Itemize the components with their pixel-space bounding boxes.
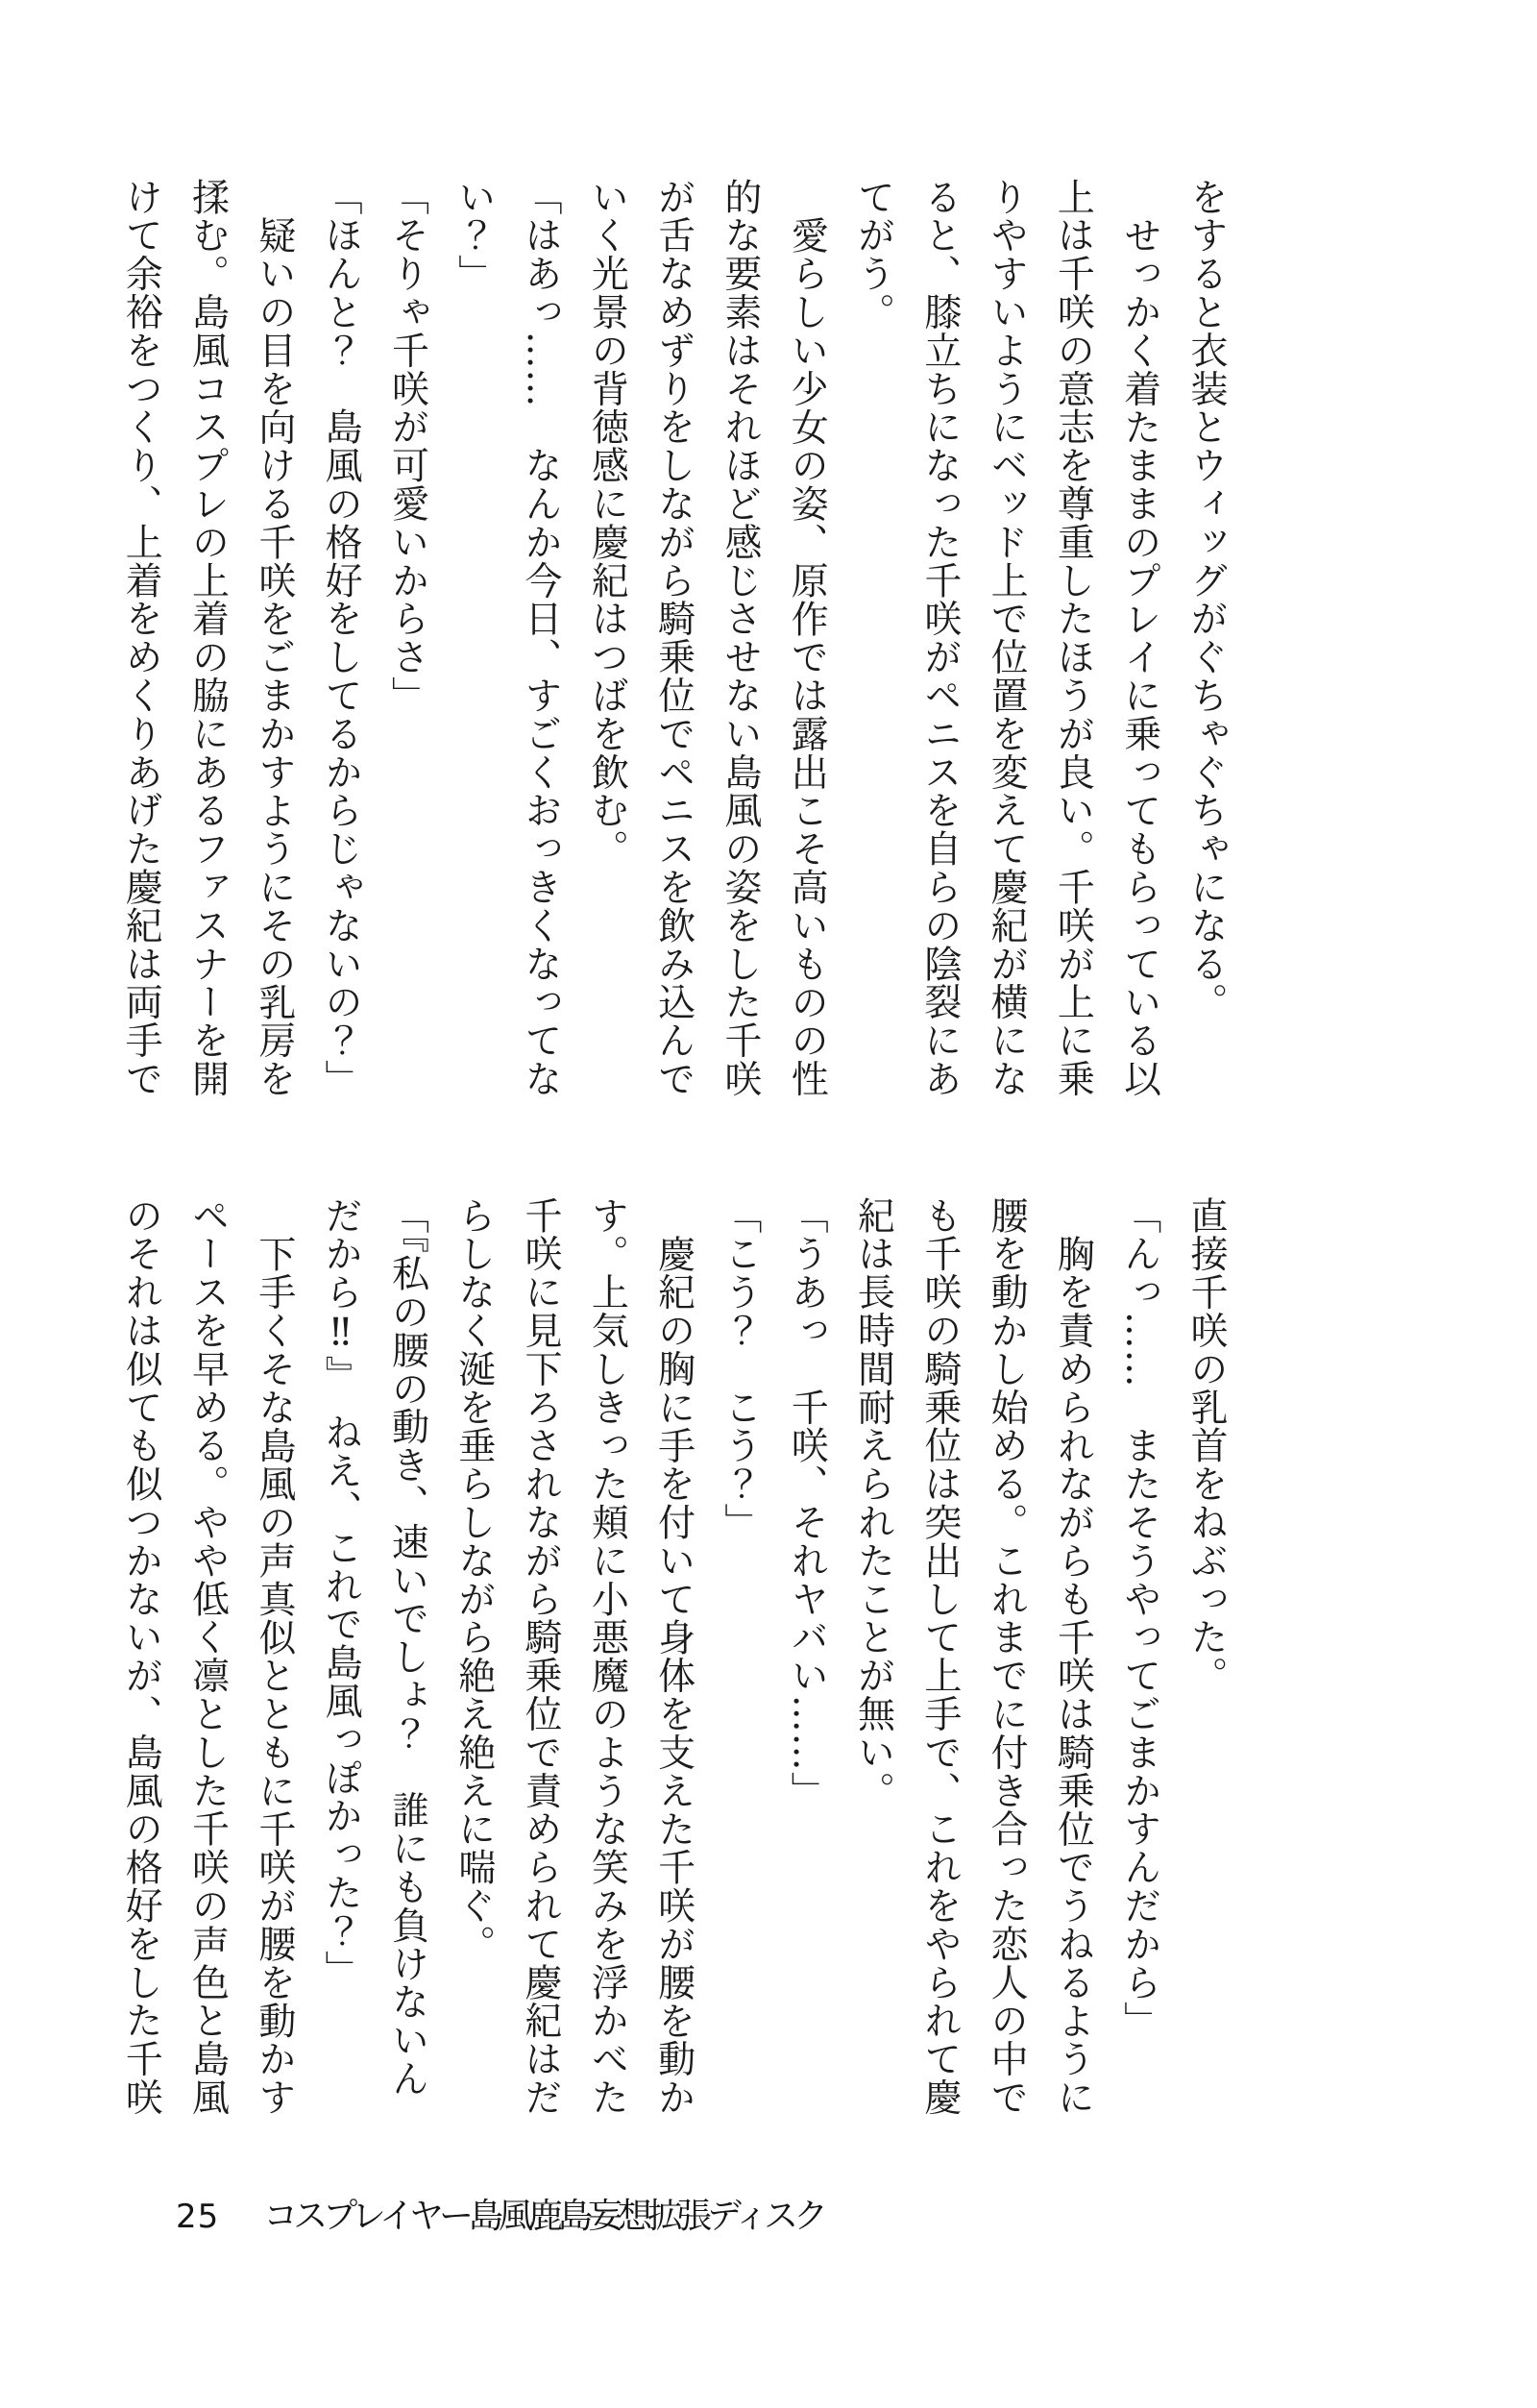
text-column: も千咲の騎乗位は突出して上手で、これをやられて慶 xyxy=(917,1196,962,2117)
text-column: 下手くそな島風の声真似とともに千咲が腰を動かす xyxy=(252,1235,296,2117)
text-column: 「はあっ…… なんか今日、すごくおっきくなってな xyxy=(519,178,563,1098)
text-column: が舌なめずりをしながら騎乗位でペニスを飲み込んで xyxy=(651,178,695,1098)
text-column: 「『私の腰の動き、速いでしょ？ 誰にも負けないん xyxy=(385,1196,429,2099)
text-column: 紀は長時間耐えられたことが無い。 xyxy=(851,1196,895,1810)
text-column: てがう。 xyxy=(851,178,895,332)
text-column: 直接千咲の乳首をねぶった。 xyxy=(1184,1196,1228,1695)
top-text-block xyxy=(108,178,1239,1098)
text-column: らしなく涎を垂らしながら絶え絶えに喘ぐ。 xyxy=(451,1196,496,1963)
text-column: 「ほんと？ 島風の格好をしてるからじゃないの？」 xyxy=(319,178,363,1098)
text-column: 「こう？ こう？」 xyxy=(718,1196,762,1542)
text-column: 疑いの目を向ける千咲をごまかすようにその乳房を xyxy=(252,216,296,1098)
text-column: けて余裕をつくり、上着をめくりあげた慶紀は両手で xyxy=(119,178,163,1098)
text-column: だから‼』 ねえ、これで島風っぽかった？」 xyxy=(319,1196,363,1989)
page-number: 25 xyxy=(176,2198,220,2236)
text-column: 「そりゃ千咲が可愛いからさ」 xyxy=(385,178,429,715)
text-column: 的な要素はそれほど感じさせない島風の姿をした千咲 xyxy=(718,178,762,1098)
text-column: 慶紀の胸に手を付いて身体を支えた千咲が腰を動か xyxy=(651,1235,695,2117)
text-column: 「うあっ 千咲、それヤバい……」 xyxy=(785,1196,829,1810)
text-column: 揉む。島風コスプレの上着の脇にあるファスナーを開 xyxy=(185,178,230,1098)
text-column: い？」 xyxy=(451,178,496,293)
page-footer xyxy=(176,2197,823,2237)
running-title: コスプレイヤー島風鹿島妄想拡張ディスク xyxy=(263,2197,824,2236)
text-column: ると、膝立ちになった千咲がペニスを自らの陰裂にあ xyxy=(917,178,962,1098)
text-column: 上は千咲の意志を尊重したほうが良い。千咲が上に乗 xyxy=(1051,178,1095,1098)
text-column: のそれは似ても似つかないが、島風の格好をした千咲 xyxy=(119,1196,163,2117)
bottom-text-block xyxy=(108,1196,1239,2117)
text-column: 「んっ…… またそうやってごまかすんだから」 xyxy=(1117,1196,1161,2040)
text-column: ペースを早める。やや低く凛とした千咲の声色と島風 xyxy=(185,1196,230,2117)
text-column: す。上気しきった頬に小悪魔のような笑みを浮かべた xyxy=(585,1196,629,2117)
text-column: 千咲に見下ろされながら騎乗位で責められて慶紀はだ xyxy=(519,1196,563,2117)
text-column: 胸を責められながらも千咲は騎乗位でうねるように xyxy=(1051,1235,1095,2117)
text-column: をすると衣装とウィッグがぐちゃぐちゃになる。 xyxy=(1184,178,1228,1021)
text-column: せっかく着たままのプレイに乗ってもらっている以 xyxy=(1117,216,1161,1098)
text-column: いく光景の背徳感に慶紀はつばを飲む。 xyxy=(585,178,629,869)
text-column: りやすいようにベッド上で位置を変えて慶紀が横にな xyxy=(985,178,1029,1098)
text-column: 腰を動かし始める。これまでに付き合った恋人の中で xyxy=(985,1196,1029,2117)
text-column: 愛らしい少女の姿、原作では露出こそ高いものの性 xyxy=(785,216,829,1098)
